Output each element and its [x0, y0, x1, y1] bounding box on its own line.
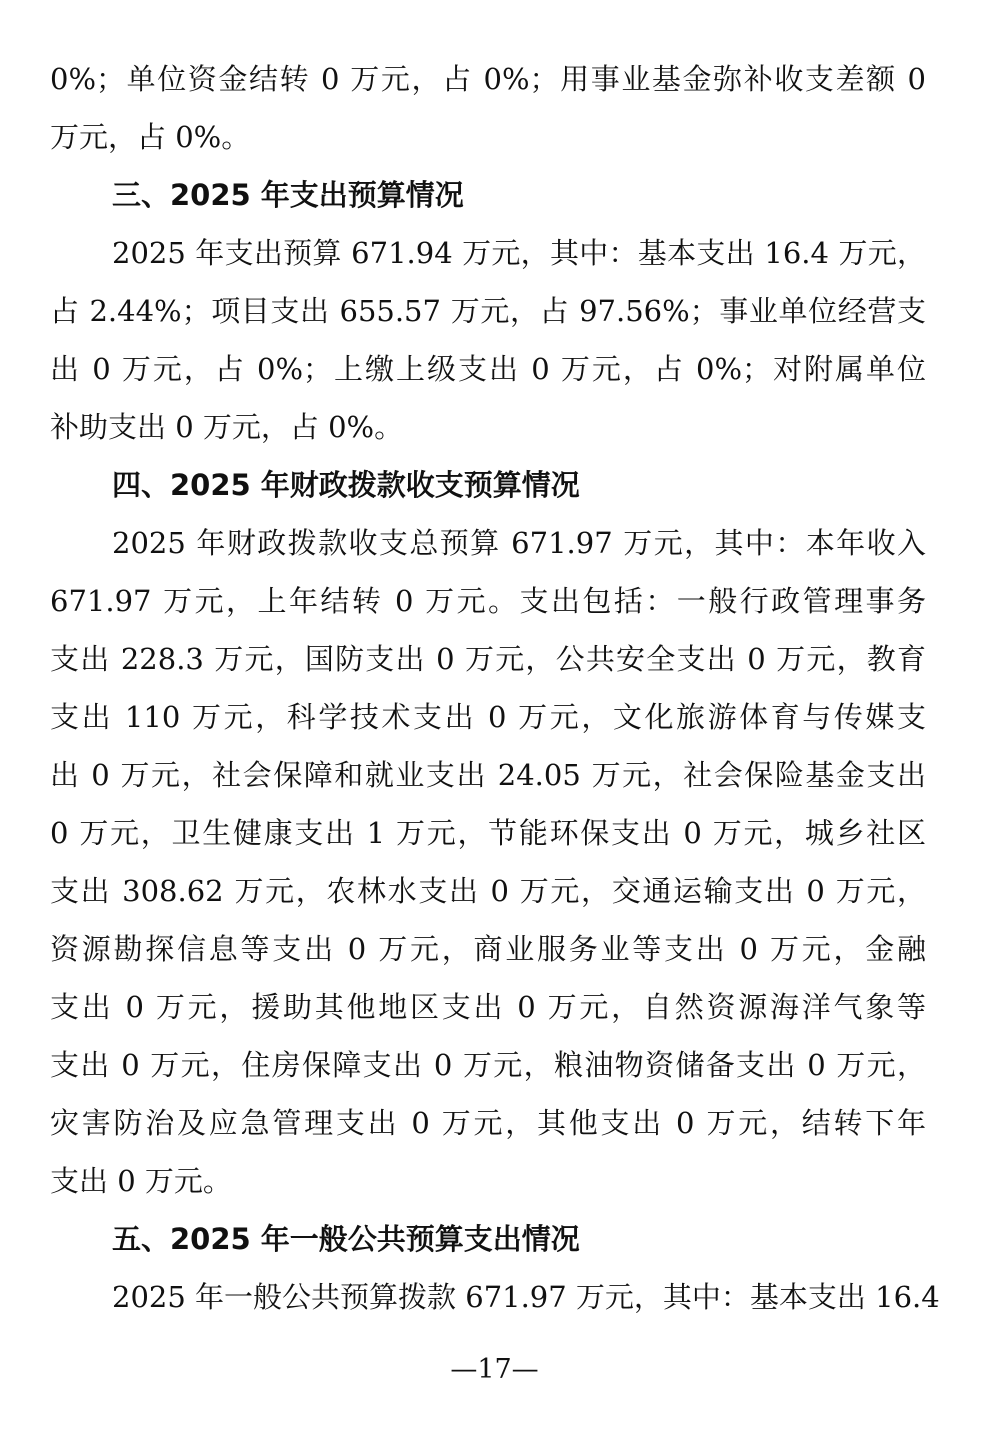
paragraph-line: 671.97 万元，上年结转 0 万元。支出包括：一般行政管理事务: [50, 584, 926, 618]
paragraph-line: 出 0 万元，社会保障和就业支出 24.05 万元，社会保险基金支出: [50, 758, 926, 792]
paragraph-line: 支出 0 万元，援助其他地区支出 0 万元，自然资源海洋气象等: [50, 990, 926, 1024]
paragraph-line: 支出 308.62 万元，农林水支出 0 万元，交通运输支出 0 万元，: [50, 874, 926, 908]
paragraph-line: 资源勘探信息等支出 0 万元，商业服务业等支出 0 万元，金融: [50, 932, 926, 966]
paragraph-line: 支出 110 万元，科学技术支出 0 万元，文化旅游体育与传媒支: [50, 700, 926, 734]
section-heading-3: 三、2025 年支出预算情况: [112, 178, 464, 212]
page-number: —17—: [450, 1354, 539, 1385]
paragraph-line: 2025 年支出预算 671.94 万元，其中：基本支出 16.4 万元，: [112, 236, 926, 270]
paragraph-line: 0%；单位资金结转 0 万元，占 0%；用事业基金弥补收支差额 0: [50, 62, 926, 96]
paragraph-line: 补助支出 0 万元，占 0%。: [50, 410, 404, 444]
paragraph-line: 灾害防治及应急管理支出 0 万元，其他支出 0 万元，结转下年: [50, 1106, 926, 1140]
paragraph-line: 支出 0 万元。: [50, 1164, 232, 1198]
paragraph-line: 2025 年一般公共预算拨款 671.97 万元，其中：基本支出 16.4: [112, 1280, 940, 1314]
section-heading-4: 四、2025 年财政拨款收支预算情况: [112, 468, 580, 502]
paragraph-line: 2025 年财政拨款收支总预算 671.97 万元，其中：本年收入: [112, 526, 926, 560]
paragraph-line: 万元，占 0%。: [50, 120, 251, 154]
paragraph-line: 出 0 万元，占 0%；上缴上级支出 0 万元，占 0%；对附属单位: [50, 352, 926, 386]
section-heading-5: 五、2025 年一般公共预算支出情况: [112, 1222, 580, 1256]
paragraph-line: 支出 228.3 万元，国防支出 0 万元，公共安全支出 0 万元，教育: [50, 642, 926, 676]
paragraph-line: 0 万元，卫生健康支出 1 万元，节能环保支出 0 万元，城乡社区: [50, 816, 926, 850]
paragraph-line: 占 2.44%；项目支出 655.57 万元，占 97.56%；事业单位经营支: [50, 294, 926, 328]
paragraph-line: 支出 0 万元，住房保障支出 0 万元，粮油物资储备支出 0 万元，: [50, 1048, 926, 1082]
